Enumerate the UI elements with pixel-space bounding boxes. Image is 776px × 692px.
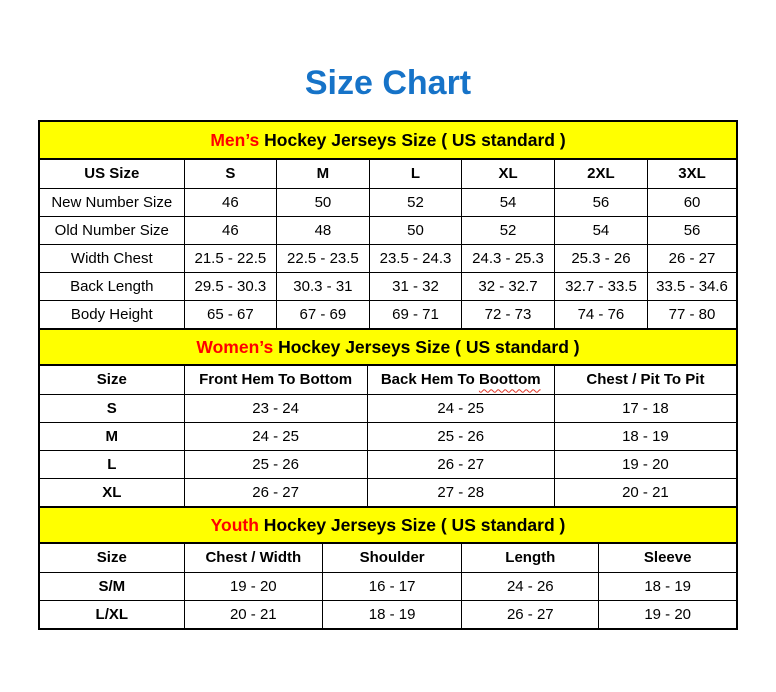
row-label: Width Chest <box>40 244 184 272</box>
value-cell: 23 - 24 <box>184 394 367 422</box>
column-header: Size <box>40 544 184 572</box>
value-cell: 77 - 80 <box>648 300 736 328</box>
value-cell: 24 - 25 <box>184 422 367 450</box>
value-cell: 52 <box>369 188 462 216</box>
value-cell: 20 - 21 <box>184 600 323 628</box>
misspelled-word: Boottom <box>478 371 541 389</box>
womens-size-table <box>40 366 736 506</box>
table-row <box>40 478 736 506</box>
value-cell: 56 <box>648 216 736 244</box>
value-cell: 31 - 32 <box>369 272 462 300</box>
column-header: Front Hem To Bottom <box>184 366 367 394</box>
table-row <box>40 300 736 328</box>
table-row <box>40 244 736 272</box>
value-cell: 21.5 - 22.5 <box>184 244 277 272</box>
column-header: 3XL <box>648 160 736 188</box>
mens-size-table <box>40 160 736 328</box>
row-label: XL <box>40 478 184 506</box>
table-row <box>40 450 736 478</box>
value-cell: 72 - 73 <box>462 300 555 328</box>
value-cell: 19 - 20 <box>554 450 736 478</box>
column-header: Chest / Pit To Pit <box>554 366 736 394</box>
value-cell: 50 <box>277 188 370 216</box>
value-cell: 26 - 27 <box>367 450 554 478</box>
value-cell: 18 - 19 <box>599 572 736 600</box>
column-header: Back Hem To Boottom <box>367 366 554 394</box>
value-cell: 23.5 - 24.3 <box>369 244 462 272</box>
value-cell: 27 - 28 <box>367 478 554 506</box>
band-text: Hockey Jerseys Size ( US standard ) <box>259 129 566 150</box>
value-cell: 33.5 - 34.6 <box>648 272 736 300</box>
column-header: M <box>277 160 370 188</box>
value-cell: 67 - 69 <box>277 300 370 328</box>
value-cell: 29.5 - 30.3 <box>184 272 277 300</box>
page-title: Size Chart <box>304 64 472 102</box>
column-header: Size <box>40 366 184 394</box>
row-label: Back Length <box>40 272 184 300</box>
header-row <box>40 160 736 188</box>
value-cell: 18 - 19 <box>554 422 736 450</box>
value-cell: 26 - 27 <box>648 244 736 272</box>
value-cell: 20 - 21 <box>554 478 736 506</box>
table-row <box>40 422 736 450</box>
column-header: L <box>369 160 462 188</box>
value-cell: 24 - 26 <box>462 572 599 600</box>
value-cell: 18 - 19 <box>323 600 462 628</box>
column-header: XL <box>462 160 555 188</box>
value-cell: 25 - 26 <box>367 422 554 450</box>
column-header: Sleeve <box>599 544 736 572</box>
column-header: US Size <box>40 160 184 188</box>
value-cell: 46 <box>184 188 277 216</box>
value-cell: 69 - 71 <box>369 300 462 328</box>
row-label: L/XL <box>40 600 184 628</box>
value-cell: 16 - 17 <box>323 572 462 600</box>
value-cell: 25.3 - 26 <box>554 244 647 272</box>
value-cell: 56 <box>554 188 647 216</box>
value-cell: 46 <box>184 216 277 244</box>
value-cell: 54 <box>462 188 555 216</box>
band-highlight: Youth <box>210 514 259 535</box>
value-cell: 74 - 76 <box>554 300 647 328</box>
band-highlight: Men’s <box>210 129 260 150</box>
row-label: L <box>40 450 184 478</box>
value-cell: 32.7 - 33.5 <box>554 272 647 300</box>
value-cell: 52 <box>462 216 555 244</box>
value-cell: 30.3 - 31 <box>277 272 370 300</box>
row-label: New Number Size <box>40 188 184 216</box>
value-cell: 26 - 27 <box>184 478 367 506</box>
band-text: Hockey Jerseys Size ( US standard ) <box>258 514 566 535</box>
table-row <box>40 216 736 244</box>
value-cell: 17 - 18 <box>554 394 736 422</box>
value-cell: 65 - 67 <box>184 300 277 328</box>
value-cell: 22.5 - 23.5 <box>277 244 370 272</box>
value-cell: 24.3 - 25.3 <box>462 244 555 272</box>
value-cell: 48 <box>277 216 370 244</box>
band-highlight: Women’s <box>196 336 274 357</box>
youth-section-band <box>40 506 736 544</box>
row-label: M <box>40 422 184 450</box>
column-header: Length <box>462 544 599 572</box>
size-chart-tables <box>38 120 738 630</box>
column-header: Shoulder <box>323 544 462 572</box>
table-row <box>40 394 736 422</box>
value-cell: 26 - 27 <box>462 600 599 628</box>
row-label: S/M <box>40 572 184 600</box>
header-row <box>40 544 736 572</box>
value-cell: 50 <box>369 216 462 244</box>
row-label: Old Number Size <box>40 216 184 244</box>
band-text: Hockey Jerseys Size ( US standard ) <box>273 336 580 357</box>
table-row <box>40 188 736 216</box>
table-row <box>40 572 736 600</box>
value-cell: 54 <box>554 216 647 244</box>
row-label: Body Height <box>40 300 184 328</box>
table-row <box>40 272 736 300</box>
row-label: S <box>40 394 184 422</box>
value-cell: 60 <box>648 188 736 216</box>
header-row <box>40 366 736 394</box>
table-row <box>40 600 736 628</box>
value-cell: 32 - 32.7 <box>462 272 555 300</box>
value-cell: 19 - 20 <box>599 600 736 628</box>
youth-size-table <box>40 544 736 628</box>
column-header: 2XL <box>554 160 647 188</box>
value-cell: 24 - 25 <box>367 394 554 422</box>
mens-section-band <box>40 122 736 160</box>
column-header: S <box>184 160 277 188</box>
value-cell: 19 - 20 <box>184 572 323 600</box>
value-cell: 25 - 26 <box>184 450 367 478</box>
womens-section-band <box>40 328 736 366</box>
column-header: Chest / Width <box>184 544 323 572</box>
